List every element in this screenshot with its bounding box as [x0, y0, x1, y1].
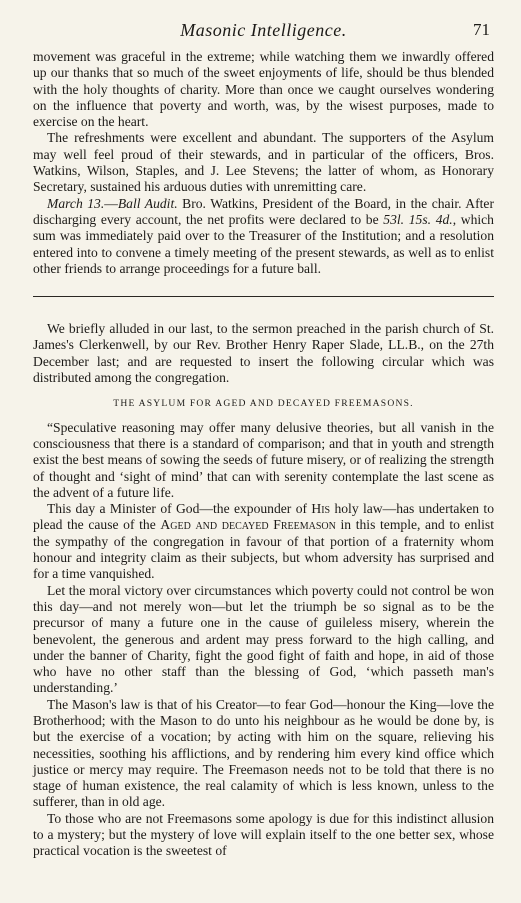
quote-paragraph: To those who are not Freemasons some apology is due for this indistinct allusion to a mystery; but the mystery of love will explain itself to the one better sex, whose practical vocation is the sweetest of [33, 810, 494, 859]
intro-paragraph: We briefly alluded in our last, to the sermon preached in the parish church of St. James's Clerkenwell, by our Rev. Brother Henry Raper Slade, LL.B., on the 27th December last; and are requested to insert the following circular which was distributed among the congregation. [33, 321, 494, 386]
text-run: This day a Minister of God—the expounder of [47, 501, 312, 517]
quote-paragraph: Let the moral victory over circumstances which poverty could not control be won this day—and not merely won—but let the triumph be so signal as to be the precursor of many a future one in the cause of guileless misery, wherein the benevolent, the generous and ardent may press forward to the high calling, and under the banner of Charity, fight the good fight of faith and hope, in aid of those who have no other staff than the blessing of God, ‘which passeth man's understanding.’ [33, 582, 494, 696]
ball-audit-paragraph [33, 196, 494, 277]
running-header [33, 20, 494, 42]
paragraph: movement was graceful in the extreme; while watching them we inwardly offered up our thanks that so much of the sweet enjoyments of life, should be thus blended with the holy thoughts of charity. More than once we caught ourselves wondering on the influence that poverty and worth, was, by the wisest purposes, made to exercise on the heart. [33, 49, 494, 130]
page-body [33, 49, 494, 860]
small-caps-phrase: Aged and decayed Freemason [160, 517, 336, 533]
text-run: , which sum was immediately paid over to the Treasurer of the Institution; and a resolution entered into to convene a timely meeting of the present stewards, as well as to enlist other friends to arrange proceedings for a future ball. [33, 211, 494, 276]
paragraph: The refreshments were excellent and abundant. The supporters of the Asylum may well feel proud of their stewards, and in particular of the officers, Bros. Watkins, Wilson, Staples, and J. Lee Stevens; the latter of whom, as Honorary Secretary, sustained his arduous duties with unremitting care. [33, 130, 494, 195]
text-run: Bro. Watkins, President of the Board, in the chair. After discharging every account, the net profits were declared to be [33, 195, 494, 227]
quote-paragraph: “Speculative reasoning may offer many delusive theories, but all vanish in the consciousness that there is a standard of comparison; and that in youth and strength exist the best means of sowing the seeds of future misery, or of realizing the strength of thought and ‘sight of mind’ that can with serenity contemplate the last scene as the advent of a future life. [33, 419, 494, 500]
date: March 13. [47, 195, 105, 211]
sum-amount: 53l. 15s. 4d. [383, 211, 453, 227]
quote-paragraph [33, 501, 494, 582]
dash: — [104, 195, 118, 211]
text-run: holy law—has undertaken to plead the cause of the [33, 501, 494, 533]
event-title: Ball Audit. [117, 195, 178, 211]
section-divider [33, 296, 494, 297]
page-number: 71 [473, 20, 490, 39]
quote-paragraph: The Mason's law is that of his Creator—to fear God—honour the King—love the Brotherhood; with the Mason to do unto his neighbour as he would be done by, is but the exercise of a vocation; by acting with him on the square, relieving his necessities, soothing his afflictions, and by rendering him every kind office which justice or mercy may require. The Freemason needs not to be told that there is no stage of human existence, the real calamity of which is less known, unless to the sufferer, than in old age. [33, 696, 494, 810]
section-heading: THE ASYLUM FOR AGED AND DECAYED FREEMASONS. [113, 398, 414, 410]
text-run: in this temple, and to enlist the sympathy of the congregation in favour of that portion of a fraternity whom honour and integrity claim as their subjects, but whom adversity has surprised and for a time vanquished. [33, 517, 495, 582]
running-title: Masonic Intelligence. [180, 20, 347, 40]
divine-pronoun: His [311, 501, 331, 517]
